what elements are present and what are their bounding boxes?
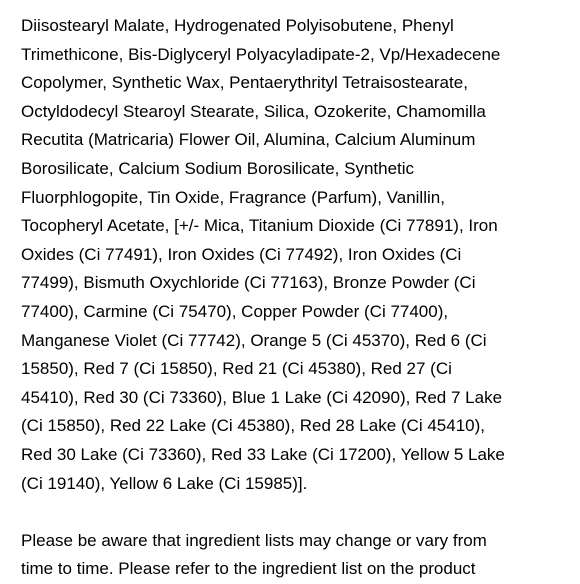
notice-line: time to time. Please refer to the ingredient list on the product: [21, 559, 476, 579]
ingredient-line: Trimethicone, Bis-Diglyceryl Polyacyladipate-2, Vp/Hexadecene: [21, 44, 501, 64]
ingredient-line: 77400), Carmine (Ci 75470), Copper Powder (Ci 77400),: [21, 301, 449, 321]
ingredient-line: (Ci 19140), Yellow 6 Lake (Ci 15985)].: [21, 473, 308, 493]
ingredient-line: Copolymer, Synthetic Wax, Pentaerythrityl Tetraisostearate,: [21, 73, 468, 93]
notice-line: Please be aware that ingredient lists may change or vary from: [21, 530, 487, 550]
ingredient-line: Fluorphlogopite, Tin Oxide, Fragrance (Parfum), Vanillin,: [21, 187, 445, 207]
ingredient-line: 77499), Bismuth Oxychloride (Ci 77163), Bronze Powder (Ci: [21, 273, 476, 293]
ingredient-line: Manganese Violet (Ci 77742), Orange 5 (Ci 45370), Red 6 (Ci: [21, 330, 487, 350]
ingredient-line: Tocopheryl Acetate, [+/- Mica, Titanium Dioxide (Ci 77891), Iron: [21, 216, 498, 236]
ingredient-line: Borosilicate, Calcium Sodium Borosilicate, Synthetic: [21, 158, 415, 178]
paragraph-gap: [21, 498, 566, 527]
ingredient-line: Recutita (Matricaria) Flower Oil, Alumina, Calcium Aluminum: [21, 130, 476, 150]
ingredient-line: (Ci 15850), Red 22 Lake (Ci 45380), Red 28 Lake (Ci 45410),: [21, 416, 485, 436]
ingredient-line: Oxides (Ci 77491), Iron Oxides (Ci 77492), Iron Oxides (Ci: [21, 244, 462, 264]
ingredient-list: [21, 12, 566, 498]
ingredient-line: Octyldodecyl Stearoyl Stearate, Silica, Ozokerite, Chamomilla: [21, 101, 486, 121]
ingredient-line: 15850), Red 7 (Ci 15850), Red 21 (Ci 45380), Red 27 (Ci: [21, 359, 452, 379]
ingredient-notice: [21, 527, 566, 584]
ingredients-document: [21, 12, 566, 584]
ingredient-line: Diisostearyl Malate, Hydrogenated Polyisobutene, Phenyl: [21, 16, 454, 35]
ingredient-line: Red 30 Lake (Ci 73360), Red 33 Lake (Ci 17200), Yellow 5 Lake: [21, 444, 505, 464]
ingredient-line: 45410), Red 30 (Ci 73360), Blue 1 Lake (Ci 42090), Red 7 Lake: [21, 387, 503, 407]
